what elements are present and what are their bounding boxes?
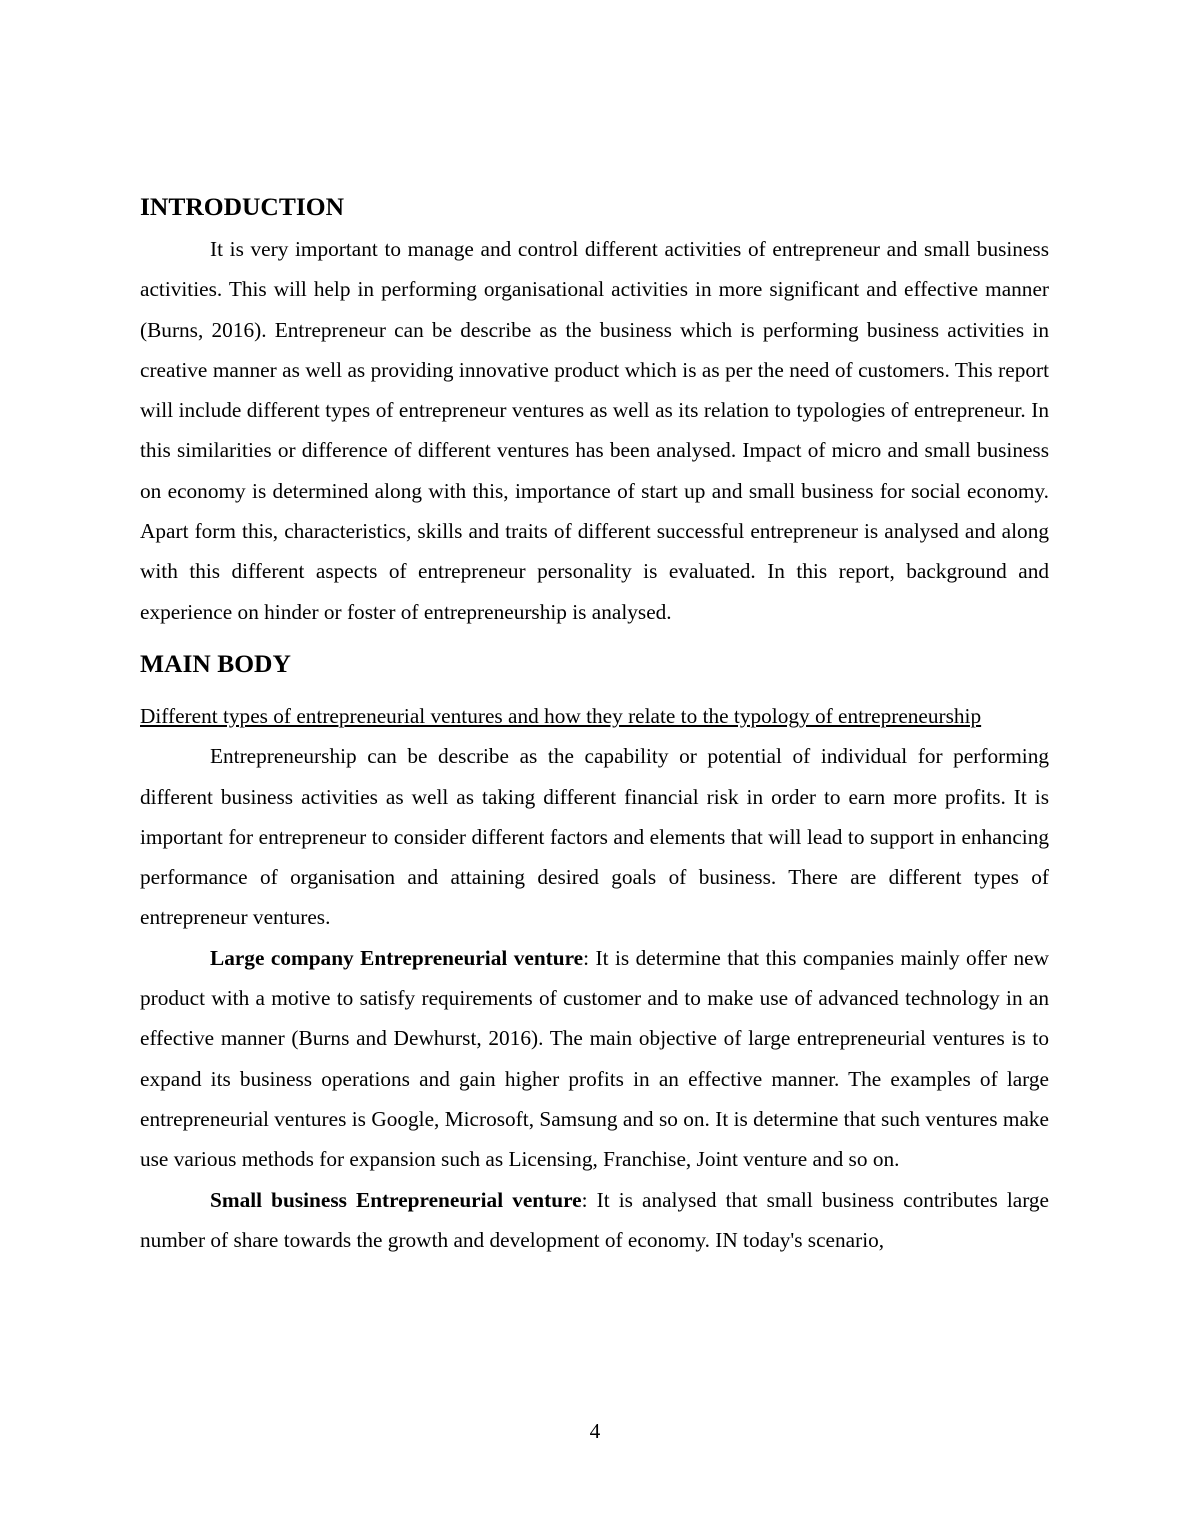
small-venture-text: : It is analysed that small business contributes large number of share towards the growth and development of economy. IN today's scenario, [140,1187,1050,1252]
small-venture-paragraph [140,1180,1049,1261]
introduction-paragraph: It is very important to manage and control different activities of entrepreneur and small business activities. This will help in performing organisational activities in more significant and effective manner (Burns, 2016). Entrepreneur can be describe as the business which is performing business activities in creative manner as well as providing innovative product which is as per the need of customers. This report will include different types of entrepreneur ventures as well as its relation to typologies of entrepreneur. In this similarities or difference of different ventures has been analysed. Impact of micro and small business on economy is determined along with this, importance of start up and small business for social economy. Apart form this, characteristics, skills and traits of different successful entrepreneur is analysed and along with this different aspects of entrepreneur personality is evaluated. In this report, background and experience on hinder or foster of entrepreneurship is analysed. [140,237,1049,624]
large-venture-paragraph [140,938,1049,1180]
main-body-heading: MAIN BODY [140,648,291,678]
introduction-heading: INTRODUCTION [140,192,345,221]
large-venture-term: Large company Entrepreneurial venture [210,945,584,970]
small-venture-term: Small business Entrepreneurial venture [210,1187,582,1212]
large-venture-text: : It is determine that this companies mainly offer new product with a motive to satisfy requirements of customer and to make use of advanced technology in an effective manner (Burns and Dewhurst, 2016). The main objective of large entrepreneurial ventures is to expand its business operations and gain higher profits in an effective manner. The examples of large entrepreneurial ventures is Google, Microsoft, Samsung and so on. It is determine that such ventures make use various methods for expansion such as Licensing, Franchise, Joint venture and so on. [140,945,1049,1172]
page-content [140,189,1049,1260]
entrepreneurship-paragraph: Entrepreneurship can be describe as the capability or potential of individual for performing different business activities as well as taking different financial risk in order to earn more profits. It is important for entrepreneur to consider different factors and elements that will lead to support in enhancing performance of organisation and attaining desired goals of business. There are different types of entrepreneur ventures. [140,744,1049,930]
page-number: 4 [589,1419,601,1443]
section-subheading: Different types of entrepreneurial ventures and how they relate to the typology of entrepreneurship [140,703,982,728]
